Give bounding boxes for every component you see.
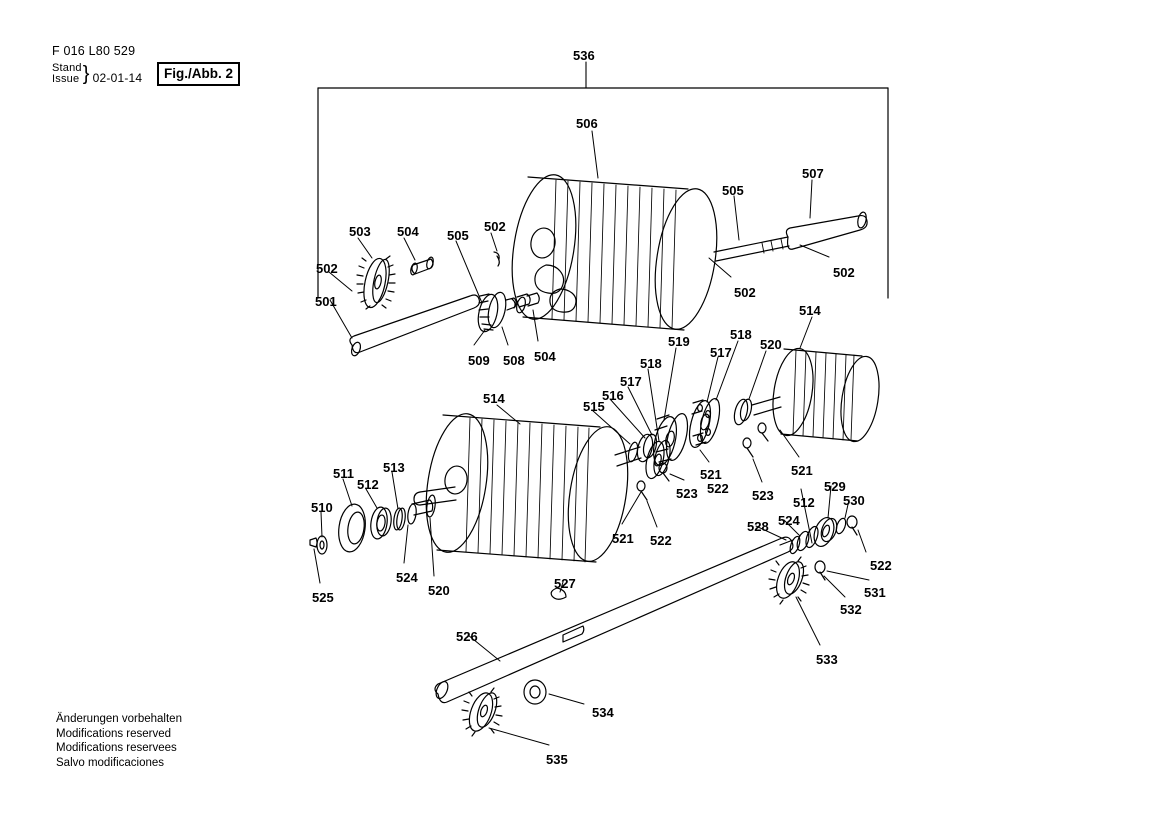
callout-521-bottom: 521 <box>612 531 634 546</box>
callout-506: 506 <box>576 116 598 131</box>
shaft-501 <box>350 295 480 357</box>
callout-528: 528 <box>747 519 769 534</box>
callout-502-left: 502 <box>316 261 338 276</box>
callout-512-left: 512 <box>357 477 379 492</box>
callout-516: 516 <box>602 388 624 403</box>
callout-514-right: 514 <box>799 303 821 318</box>
drum-514-right <box>767 346 884 445</box>
brace-glyph: } <box>82 63 90 85</box>
sleeve-504-upper <box>410 256 435 275</box>
issue-date: 02-01-14 <box>92 71 143 85</box>
callout-529: 529 <box>824 479 846 494</box>
callout-531: 531 <box>864 585 886 600</box>
callout-536: 536 <box>573 48 595 63</box>
footer-line-fr: Modifications reservees <box>56 742 177 755</box>
stand-label: Stand <box>52 61 82 74</box>
callout-517-right: 517 <box>710 345 732 360</box>
callout-502-right: 502 <box>833 265 855 280</box>
callout-532: 532 <box>840 602 862 617</box>
callout-510: 510 <box>311 500 333 515</box>
callout-509: 509 <box>468 353 490 368</box>
callout-513: 513 <box>383 460 405 475</box>
callout-522-bottom: 522 <box>650 533 672 548</box>
callout-512-right: 512 <box>793 495 815 510</box>
sprocket-533 <box>769 557 809 604</box>
callout-501: 501 <box>315 294 337 309</box>
callout-507: 507 <box>802 166 824 181</box>
callout-517-left: 517 <box>620 374 642 389</box>
callout-534: 534 <box>592 705 614 720</box>
callout-525: 525 <box>312 590 334 605</box>
shaft-526 <box>434 537 793 703</box>
callout-526: 526 <box>456 629 478 644</box>
footer-line-en: Modifications reserved <box>56 727 172 740</box>
callout-503: 503 <box>349 224 371 239</box>
callout-502-top: 502 <box>484 219 506 234</box>
callout-515: 515 <box>583 399 605 414</box>
callout-520-right: 520 <box>760 337 782 352</box>
callout-514-left: 514 <box>483 391 505 406</box>
pin-502-top <box>494 252 499 266</box>
callout-520-left: 520 <box>428 583 450 598</box>
callout-524-right: 524 <box>778 513 800 528</box>
coupling-cluster <box>615 397 781 500</box>
callout-505-left: 505 <box>447 228 469 243</box>
callout-522-mid: 522 <box>707 481 729 496</box>
callout-518-left: 518 <box>640 356 662 371</box>
footer-line-de: Änderungen vorbehalten <box>56 713 182 725</box>
washer-534 <box>524 680 546 704</box>
part-number: F 016 L80 529 <box>52 44 136 58</box>
drum-506 <box>503 170 726 333</box>
callout-508: 508 <box>503 353 525 368</box>
callout-518-right: 518 <box>730 327 752 342</box>
callout-524-left: 524 <box>396 570 418 585</box>
callout-527: 527 <box>554 576 576 591</box>
issue-label: Issue <box>52 73 80 85</box>
leaders-bottom <box>314 317 869 745</box>
callout-530: 530 <box>843 493 865 508</box>
callout-504-upper: 504 <box>397 224 419 239</box>
callout-521-right: 521 <box>791 463 813 478</box>
callout-519: 519 <box>668 334 690 349</box>
callout-505-right: 505 <box>722 183 744 198</box>
callout-522-right: 522 <box>870 558 892 573</box>
callout-533: 533 <box>816 652 838 667</box>
callout-521-mid: 521 <box>700 467 722 482</box>
callout-504-lower: 504 <box>534 349 556 364</box>
footer-line-es: Salvo modificaciones <box>56 756 165 769</box>
callout-523-mid: 523 <box>676 486 698 501</box>
callout-523-right: 523 <box>752 488 774 503</box>
figure-label: Fig./Abb. 2 <box>157 62 240 86</box>
sprocket-535 <box>462 688 502 736</box>
callout-502-mid: 502 <box>734 285 756 300</box>
callout-535: 535 <box>546 752 568 767</box>
drum-514-left <box>414 409 636 565</box>
sprocket-503 <box>357 256 395 310</box>
callout-511: 511 <box>333 466 354 481</box>
